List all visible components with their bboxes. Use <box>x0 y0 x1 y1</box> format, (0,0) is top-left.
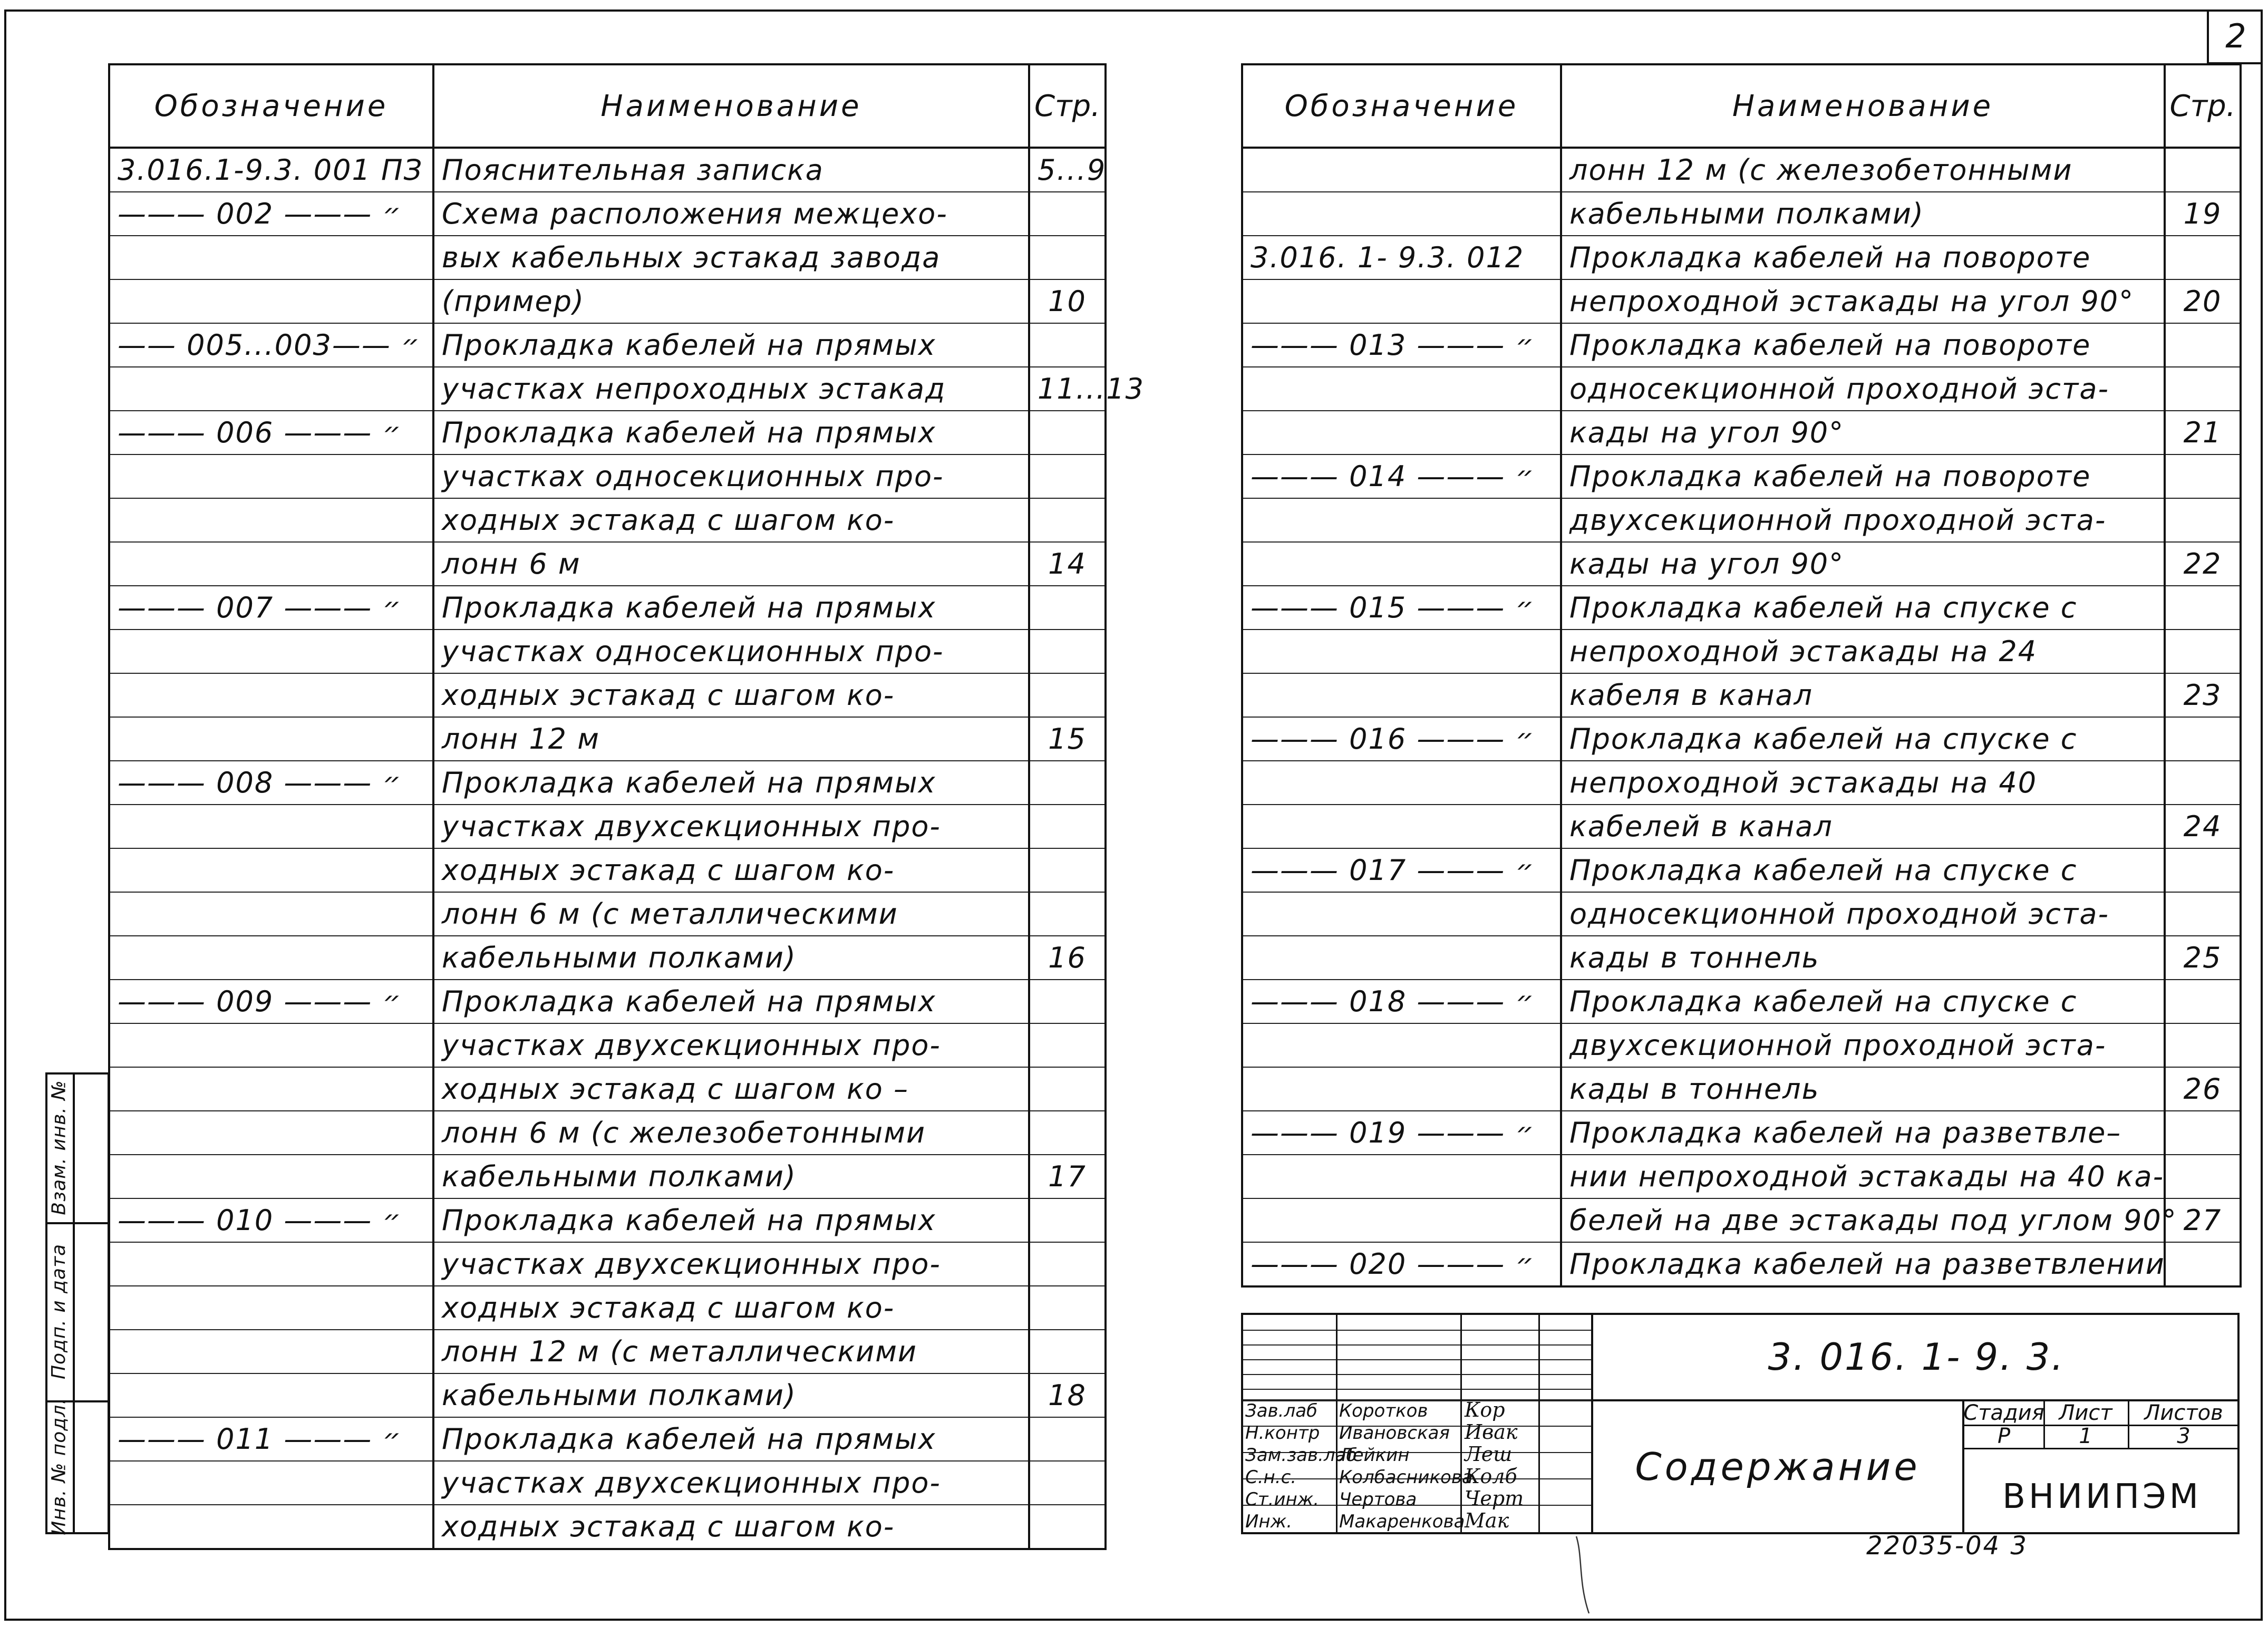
table-row <box>109 805 1106 848</box>
document-title: Содержание <box>1593 1401 1964 1532</box>
signatory-name: Лейкин <box>1339 1445 1410 1466</box>
row-name: Прокладка кабелей на спуске с <box>1561 848 2165 892</box>
row-designation: ——— ״ ——— 017 <box>1242 848 1561 892</box>
margin-stamp <box>45 1072 110 1534</box>
row-name: непроходной эстакады на угол 90° <box>1561 279 2165 323</box>
organization: ВНИИПЭМ <box>2002 1477 2202 1516</box>
row-name: Прокладка кабелей на прямых <box>433 323 1029 367</box>
row-name: ходных эстакад с шагом ко- <box>433 1286 1029 1330</box>
row-designation <box>109 1155 433 1198</box>
signatory-name: Ивановская <box>1339 1422 1450 1444</box>
stage-value: Р <box>1997 1424 2011 1448</box>
row-page <box>1029 1198 1106 1242</box>
row-designation: ——— ״ ——— 010 <box>109 1198 433 1242</box>
row-name: непроходной эстакады на 40 <box>1561 761 2165 805</box>
table-row <box>1242 411 2241 454</box>
row-designation <box>1242 192 1561 236</box>
row-page <box>1029 805 1106 848</box>
signatory-name: Колбасникова <box>1339 1467 1473 1488</box>
table-row <box>109 148 1106 192</box>
row-name: Прокладка кабелей на прямых <box>433 411 1029 454</box>
row-name: двухсекционной проходной эста- <box>1561 498 2165 542</box>
row-designation <box>1242 1155 1561 1198</box>
row-page <box>1029 586 1106 630</box>
title-block <box>1241 1313 2240 1534</box>
table-header-row <box>1242 64 2241 148</box>
row-name: участках непроходных эстакад <box>433 367 1029 411</box>
table-row <box>109 498 1106 542</box>
row-page <box>1029 323 1106 367</box>
row-designation <box>109 630 433 673</box>
header-designation: Обозначение <box>109 64 433 148</box>
row-name: лонн 6 м <box>433 542 1029 586</box>
row-page: 17 <box>1029 1155 1106 1198</box>
row-designation <box>109 454 433 498</box>
row-name: ходных эстакад с шагом ко- <box>433 673 1029 717</box>
table-row <box>109 411 1106 454</box>
table-row <box>109 1373 1106 1417</box>
row-page <box>1029 498 1106 542</box>
sheet-label: Лист <box>2059 1401 2112 1425</box>
signatory-role: Н.контр <box>1245 1422 1320 1444</box>
row-designation <box>1242 411 1561 454</box>
row-name: кабельными полками) <box>433 1373 1029 1417</box>
row-name: участках двухсекционных про- <box>433 1023 1029 1067</box>
row-page: 10 <box>1029 279 1106 323</box>
row-page <box>2165 717 2241 761</box>
sheet-number: 2 <box>2207 9 2263 64</box>
signature-mark: Леш <box>1465 1443 1513 1466</box>
title-block-main <box>1591 1315 2240 1532</box>
row-page <box>1029 192 1106 236</box>
row-designation <box>1242 761 1561 805</box>
table-row <box>109 1461 1106 1505</box>
row-name: ходных эстакад с шагом ко- <box>433 848 1029 892</box>
table-row <box>1242 892 2241 936</box>
row-designation <box>1242 367 1561 411</box>
table-row <box>1242 805 2241 848</box>
row-name: участках двухсекционных про- <box>433 1461 1029 1505</box>
row-designation <box>109 673 433 717</box>
document-code: 3. 016. 1- 9. 3. <box>1593 1315 2240 1401</box>
row-page: 19 <box>2165 192 2241 236</box>
table-row <box>109 367 1106 411</box>
table-row <box>1242 1155 2241 1198</box>
header-page: Стр. <box>1029 64 1106 148</box>
row-designation: ——— ״ ——— 011 <box>109 1417 433 1461</box>
row-name: кабельными полками) <box>433 1155 1029 1198</box>
row-name: двухсекционной проходной эста- <box>1561 1023 2165 1067</box>
row-designation <box>109 542 433 586</box>
row-name: лонн 12 м (с железобетонными <box>1561 148 2165 192</box>
row-name: Прокладка кабелей на прямых <box>433 980 1029 1023</box>
row-page <box>1029 630 1106 673</box>
row-page <box>2165 586 2241 630</box>
signatory-role: С.н.с. <box>1245 1467 1297 1488</box>
table-row <box>1242 454 2241 498</box>
row-page <box>2165 1023 2241 1067</box>
row-designation <box>109 1023 433 1067</box>
table-row <box>109 1505 1106 1549</box>
table-row <box>109 673 1106 717</box>
row-name: участках двухсекционных про- <box>433 805 1029 848</box>
sign-date-label: Подп. и дата <box>48 1243 70 1379</box>
row-designation <box>109 1286 433 1330</box>
row-name: ходных эстакад с шагом ко – <box>433 1067 1029 1111</box>
row-page: 20 <box>2165 279 2241 323</box>
table-row <box>1242 848 2241 892</box>
row-page <box>2165 367 2241 411</box>
row-designation <box>109 717 433 761</box>
header-designation: Обозначение <box>1242 64 1561 148</box>
row-designation: ——— ״ ——— 016 <box>1242 717 1561 761</box>
row-name: Прокладка кабелей на прямых <box>433 761 1029 805</box>
row-designation <box>1242 542 1561 586</box>
sheets-label: Листов <box>2144 1401 2223 1425</box>
table-row <box>109 761 1106 805</box>
row-name: лонн 6 м (с железобетонными <box>433 1111 1029 1155</box>
signature-mark: Кор <box>1465 1398 1505 1421</box>
signatory-name: Макаренкова <box>1339 1511 1465 1532</box>
table-row <box>109 1067 1106 1111</box>
row-designation <box>1242 498 1561 542</box>
row-name: кады на угол 90° <box>1561 542 2165 586</box>
row-name: односекционной проходной эста- <box>1561 892 2165 936</box>
row-page <box>2165 323 2241 367</box>
row-name: лонн 6 м (с металлическими <box>433 892 1029 936</box>
table-header-row <box>109 64 1106 148</box>
contents-table-left <box>108 63 1145 1550</box>
table-row <box>1242 673 2241 717</box>
row-designation <box>1242 279 1561 323</box>
row-designation: ——— ״ ——— 002 <box>109 192 433 236</box>
row-designation <box>1242 1023 1561 1067</box>
row-name: (пример) <box>433 279 1029 323</box>
row-name: Прокладка кабелей на спуске с <box>1561 980 2165 1023</box>
table-row <box>109 279 1106 323</box>
table-row <box>1242 1067 2241 1111</box>
row-name: непроходной эстакады на 24 <box>1561 630 2165 673</box>
signatory-name: Чертова <box>1339 1489 1417 1510</box>
row-designation: —— ״ ——003...005 <box>109 323 433 367</box>
row-page <box>2165 630 2241 673</box>
row-designation <box>109 1373 433 1417</box>
row-page <box>1029 673 1106 717</box>
row-page <box>1029 892 1106 936</box>
row-name: кабельными полками) <box>1561 192 2165 236</box>
row-page <box>1029 848 1106 892</box>
row-page: 23 <box>2165 673 2241 717</box>
row-page <box>1029 1286 1106 1330</box>
row-designation <box>1242 673 1561 717</box>
pen-stroke-mark <box>1575 1535 1591 1614</box>
row-page <box>1029 1111 1106 1155</box>
row-designation <box>109 1242 433 1286</box>
row-page: 16 <box>1029 936 1106 980</box>
row-page: 22 <box>2165 542 2241 586</box>
row-name: Пояснительная записка <box>433 148 1029 192</box>
table-row <box>1242 498 2241 542</box>
signatory-role: Инж. <box>1245 1511 1293 1532</box>
row-name: лонн 12 м <box>433 717 1029 761</box>
row-page: 14 <box>1029 542 1106 586</box>
row-name: ходных эстакад с шагом ко- <box>433 498 1029 542</box>
row-page <box>2165 892 2241 936</box>
header-page: Стр. <box>2165 64 2241 148</box>
row-name: Прокладка кабелей на прямых <box>433 1198 1029 1242</box>
row-name: кады в тоннель <box>1561 936 2165 980</box>
table-row <box>1242 1242 2241 1286</box>
row-page: 11...13 <box>1029 367 1106 411</box>
row-designation <box>1242 892 1561 936</box>
row-page <box>1029 236 1106 279</box>
row-name: вых кабельных эстакад завода <box>433 236 1029 279</box>
row-designation <box>109 236 433 279</box>
table-row <box>1242 279 2241 323</box>
row-page: 21 <box>2165 411 2241 454</box>
table-row <box>1242 1111 2241 1155</box>
table-row <box>109 1417 1106 1461</box>
row-designation: ——— ״ ——— 008 <box>109 761 433 805</box>
table-row <box>1242 323 2241 367</box>
row-name: Схема расположения межцехо- <box>433 192 1029 236</box>
replaced-inv-label: Взам. инв. № <box>48 1079 70 1215</box>
row-designation <box>1242 1198 1561 1242</box>
table-row <box>109 1242 1106 1286</box>
row-page <box>2165 1155 2241 1198</box>
row-name: Прокладка кабелей на повороте <box>1561 236 2165 279</box>
row-designation: ——— ״ ——— 018 <box>1242 980 1561 1023</box>
signatory-name: Коротков <box>1339 1400 1428 1421</box>
row-designation <box>109 936 433 980</box>
table-row <box>1242 192 2241 236</box>
row-name: Прокладка кабелей на разветвле– <box>1561 1111 2165 1155</box>
row-designation: 3.016.1-9.3. 001 ПЗ <box>109 148 433 192</box>
table-row <box>109 1023 1106 1067</box>
row-name: белей на две эстакады под углом 90° <box>1561 1198 2165 1242</box>
header-name: Наименование <box>1561 64 2165 148</box>
contents-table-right <box>1241 63 2242 1288</box>
row-designation: ——— ״ ——— 014 <box>1242 454 1561 498</box>
row-name: кады в тоннель <box>1561 1067 2165 1111</box>
row-page <box>1029 1417 1106 1461</box>
row-page: 15 <box>1029 717 1106 761</box>
row-name: участках односекционных про- <box>433 454 1029 498</box>
row-page <box>1029 1461 1106 1505</box>
row-page <box>2165 236 2241 279</box>
row-page <box>1029 1330 1106 1373</box>
row-name: односекционной проходной эста- <box>1561 367 2165 411</box>
row-name: Прокладка кабелей на прямых <box>433 586 1029 630</box>
row-name: Прокладка кабелей на прямых <box>433 1417 1029 1461</box>
row-page: 24 <box>2165 805 2241 848</box>
row-name: кабелей в канал <box>1561 805 2165 848</box>
table-row <box>109 236 1106 279</box>
table-row <box>109 1111 1106 1155</box>
row-designation <box>109 279 433 323</box>
table-row <box>109 192 1106 236</box>
signatory-role: Зав.лаб <box>1245 1400 1318 1421</box>
table-row <box>1242 980 2241 1023</box>
row-page <box>1029 1023 1106 1067</box>
row-page <box>2165 1111 2241 1155</box>
row-designation <box>1242 148 1561 192</box>
table-row <box>109 586 1106 630</box>
inv-original-label: Инв. № подл. <box>48 1397 70 1535</box>
row-page <box>2165 1242 2241 1286</box>
row-name: кабельными полками) <box>433 936 1029 980</box>
table-row <box>109 1286 1106 1330</box>
table-row <box>1242 586 2241 630</box>
row-page <box>2165 848 2241 892</box>
table-row <box>109 542 1106 586</box>
table-row <box>1242 1023 2241 1067</box>
table-row <box>109 630 1106 673</box>
row-designation <box>109 367 433 411</box>
row-name: ходных эстакад с шагом ко- <box>433 1505 1029 1549</box>
row-designation: ——— ״ ——— 006 <box>109 411 433 454</box>
row-designation <box>109 1111 433 1155</box>
signature-mark: Ивак <box>1465 1420 1518 1444</box>
table-row <box>109 717 1106 761</box>
signature-mark: Мак <box>1465 1509 1509 1532</box>
row-designation <box>1242 936 1561 980</box>
row-page <box>2165 498 2241 542</box>
row-page: 5...9 <box>1029 148 1106 192</box>
table-row <box>109 1330 1106 1373</box>
row-name: нии непроходной эстакады на 40 ка- <box>1561 1155 2165 1198</box>
row-designation <box>1242 805 1561 848</box>
row-designation: ——— ״ ——— 019 <box>1242 1111 1561 1155</box>
row-page <box>1029 761 1106 805</box>
row-page <box>2165 980 2241 1023</box>
signature-mark: Черт <box>1465 1487 1524 1510</box>
row-page <box>1029 1242 1106 1286</box>
row-page: 26 <box>2165 1067 2241 1111</box>
table-row <box>109 936 1106 980</box>
row-page <box>1029 454 1106 498</box>
table-row <box>1242 761 2241 805</box>
table-row <box>1242 630 2241 673</box>
row-page <box>1029 411 1106 454</box>
row-designation: ——— ״ ——— 009 <box>109 980 433 1023</box>
row-name: лонн 12 м (с металлическими <box>433 1330 1029 1373</box>
row-page: 18 <box>1029 1373 1106 1417</box>
row-designation <box>109 498 433 542</box>
table-row <box>109 1198 1106 1242</box>
row-designation <box>1242 630 1561 673</box>
row-name: участках односекционных про- <box>433 630 1029 673</box>
table-row <box>1242 936 2241 980</box>
sheets-value: 3 <box>2177 1424 2191 1448</box>
row-designation <box>109 805 433 848</box>
contents-body-right <box>1242 148 2241 1286</box>
row-page <box>1029 980 1106 1023</box>
row-name: кады на угол 90° <box>1561 411 2165 454</box>
row-designation: ——— ״ ——— 015 <box>1242 586 1561 630</box>
row-designation <box>109 1067 433 1111</box>
table-row <box>1242 542 2241 586</box>
row-name: Прокладка кабелей на повороте <box>1561 323 2165 367</box>
table-row <box>109 323 1106 367</box>
row-page <box>2165 761 2241 805</box>
table-row <box>1242 717 2241 761</box>
table-row <box>109 980 1106 1023</box>
row-designation <box>109 1330 433 1373</box>
table-row <box>1242 367 2241 411</box>
table-row <box>1242 148 2241 192</box>
row-page: 25 <box>2165 936 2241 980</box>
row-name: Прокладка кабелей на спуске с <box>1561 586 2165 630</box>
row-page <box>2165 148 2241 192</box>
signatory-role: Ст.инж. <box>1245 1489 1320 1510</box>
row-designation <box>109 848 433 892</box>
row-page <box>1029 1505 1106 1549</box>
row-designation <box>109 1505 433 1549</box>
row-name: Прокладка кабелей на повороте <box>1561 454 2165 498</box>
signatures-grid <box>1243 1315 1591 1532</box>
row-designation: ——— ״ ——— 007 <box>109 586 433 630</box>
table-row <box>109 892 1106 936</box>
row-designation <box>109 892 433 936</box>
row-page <box>2165 454 2241 498</box>
table-row <box>109 1155 1106 1198</box>
sheet-value: 1 <box>2079 1424 2092 1448</box>
row-name: Прокладка кабелей на разветвлении <box>1561 1242 2165 1286</box>
row-name: Прокладка кабелей на спуске с <box>1561 717 2165 761</box>
table-row <box>109 848 1106 892</box>
row-designation: 3.016. 1- 9.3. 012 <box>1242 236 1561 279</box>
table-row <box>1242 1198 2241 1242</box>
header-name: Наименование <box>433 64 1029 148</box>
signatory-role: Зам.зав.лаб <box>1245 1445 1358 1466</box>
row-designation: ——— ״ ——— 020 <box>1242 1242 1561 1286</box>
row-name: кабеля в канал <box>1561 673 2165 717</box>
row-name: участках двухсекционных про- <box>433 1242 1029 1286</box>
row-designation: ——— ״ ——— 013 <box>1242 323 1561 367</box>
table-row <box>109 454 1106 498</box>
signature-mark: Колб <box>1465 1465 1517 1488</box>
row-page: 27 <box>2165 1198 2241 1242</box>
stage-label: Стадия <box>1963 1401 2044 1425</box>
row-designation <box>109 1461 433 1505</box>
row-designation <box>1242 1067 1561 1111</box>
row-page <box>1029 1067 1106 1111</box>
table-row <box>1242 236 2241 279</box>
archive-number: 22035-04 3 <box>1866 1531 2028 1561</box>
contents-body-left <box>109 148 1145 1549</box>
